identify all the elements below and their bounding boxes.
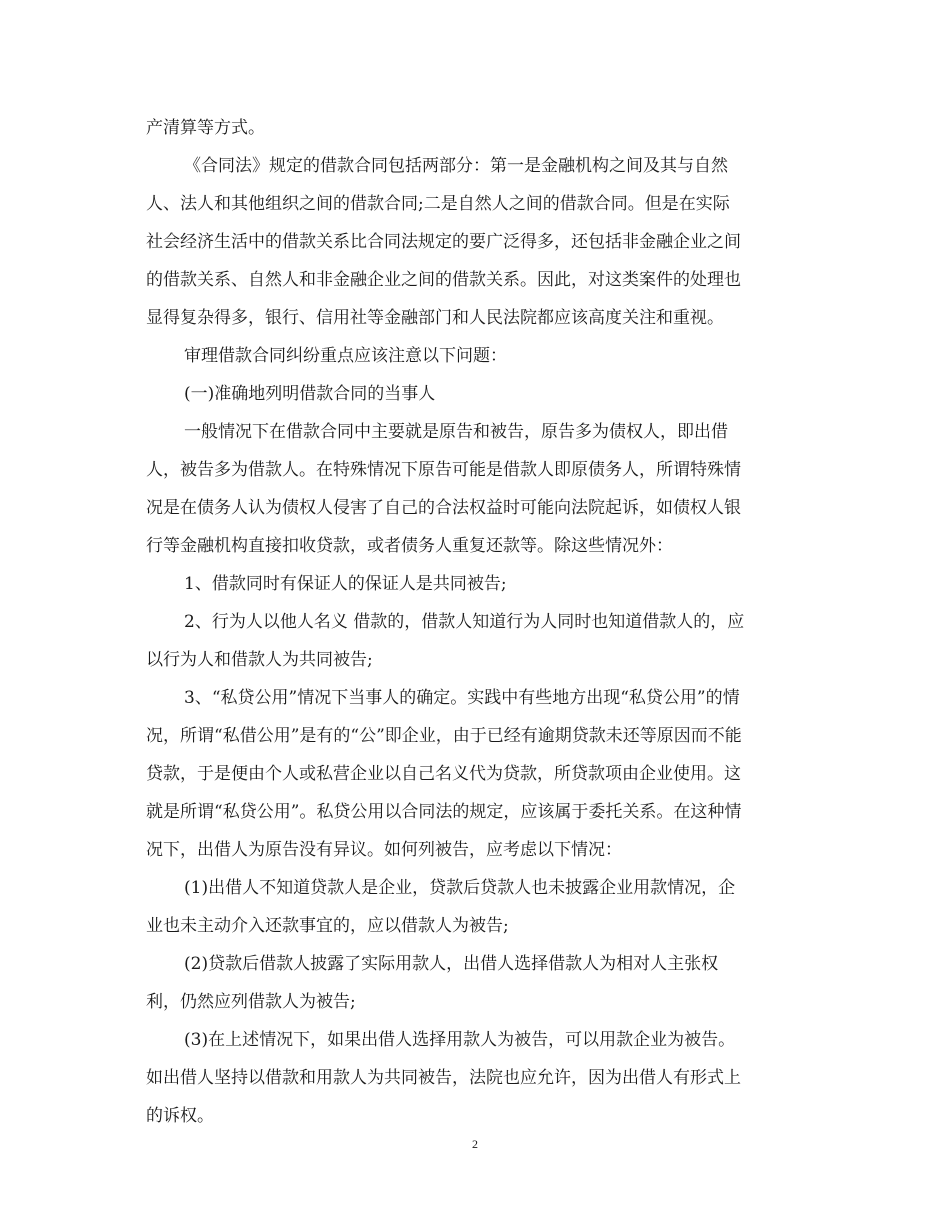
text-line: 一般情况下在借款合同中主要就是原告和被告，原告多为债权人，即出借 bbox=[184, 422, 728, 442]
text-line: 的借款关系、自然人和非金融企业之间的借款关系。因此，对这类案件的处理也 bbox=[146, 270, 741, 290]
page-number: 2 bbox=[472, 1137, 478, 1151]
text-line: 况是在债务人认为债权人侵害了自己的合法权益时可能向法院起诉，如债权人银 bbox=[146, 498, 741, 518]
list-item: 2、行为人以他人名义 借款的，借款人知道行为人同时也知道借款人的，应 bbox=[184, 612, 745, 632]
list-item: (1)出借人不知道贷款人是企业，贷款后贷款人也未披露企业用款情况，企 bbox=[184, 878, 736, 898]
list-item: 1、借款同时有保证人的保证人是共同被告; bbox=[184, 574, 507, 594]
text-line: 《合同法》规定的借款合同包括两部分：第一是金融机构之间及其与自然 bbox=[184, 156, 728, 176]
text-line: 贷款，于是便由个人或私营企业以自己名义代为贷款，所贷款项由企业使用。这 bbox=[146, 764, 741, 784]
text-line: 利，仍然应列借款人为被告; bbox=[146, 992, 356, 1012]
section-heading: (一)准确地列明借款合同的当事人 bbox=[184, 384, 436, 404]
text-line: 社会经济生活中的借款关系比合同法规定的要广泛得多，还包括非金融企业之间 bbox=[146, 232, 741, 252]
text-line: 就是所谓“私贷公用”。私贷公用以合同法的规定，应该属于委托关系。在这种情 bbox=[146, 802, 742, 822]
text-line: 行等金融机构直接扣收贷款，或者债务人重复还款等。除这些情况外： bbox=[146, 536, 673, 556]
text-line: 的诉权。 bbox=[146, 1106, 214, 1126]
text-line: 人、法人和其他组织之间的借款合同;二是自然人之间的借款合同。但是在实际 bbox=[146, 194, 730, 214]
text-line: 产清算等方式。 bbox=[146, 118, 265, 138]
list-item: (3)在上述情况下，如果出借人选择用款人为被告，可以用款企业为被告。 bbox=[184, 1030, 736, 1050]
text-line: 如出借人坚持以借款和用款人为共同被告，法院也应允许，因为出借人有形式上 bbox=[146, 1068, 741, 1088]
text-line: 人，被告多为借款人。在特殊情况下原告可能是借款人即原债务人，所谓特殊情 bbox=[146, 460, 741, 480]
list-item: (2)贷款后借款人披露了实际用款人，出借人选择借款人为相对人主张权 bbox=[184, 954, 719, 974]
list-item: 3、“私贷公用”情况下当事人的确定。实践中有些地方出现“私贷公用”的情 bbox=[184, 688, 740, 708]
text-line: 以行为人和借款人为共同被告; bbox=[146, 650, 373, 670]
text-line: 业也未主动介入还款事宜的，应以借款人为被告; bbox=[146, 916, 509, 936]
text-line: 况，所谓“私借公用”是有的“公”即企业，由于已经有逾期贷款未还等原因而不能 bbox=[146, 726, 742, 746]
text-line: 显得复杂得多，银行、信用社等金融部门和人民法院都应该高度关注和重视。 bbox=[146, 308, 724, 328]
text-line: 审理借款合同纠纷重点应该注意以下问题： bbox=[184, 346, 507, 366]
text-line: 况下，出借人为原告没有异议。如何列被告，应考虑以下情况： bbox=[146, 840, 622, 860]
